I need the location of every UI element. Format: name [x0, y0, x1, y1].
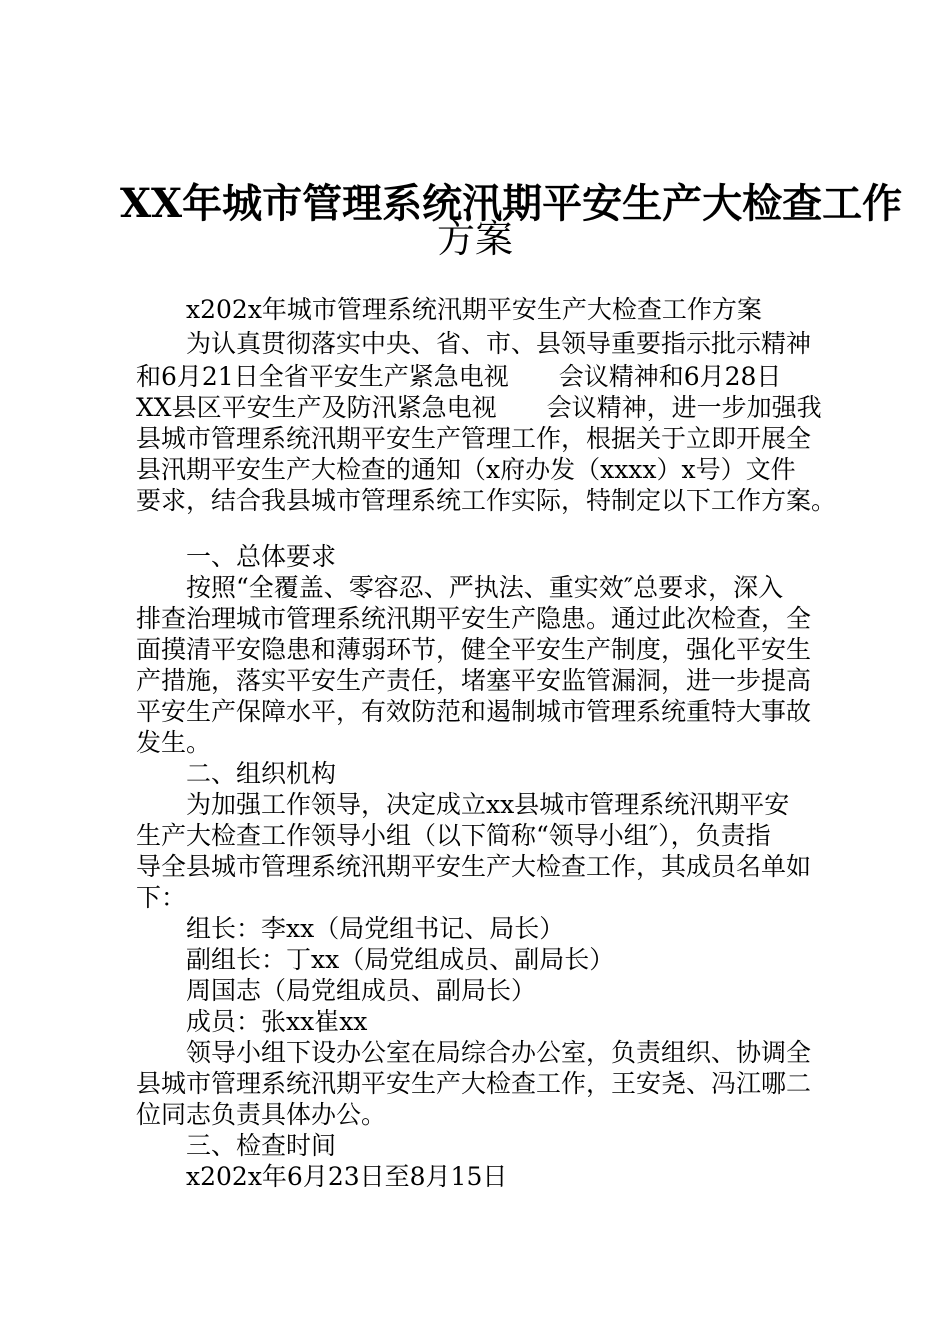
document-title-continuation: 方案: [436, 217, 513, 261]
body-line: 县城市管理系统汛期平安生产管理工作，根据关于立即开展全: [136, 424, 812, 453]
body-line: 为认真贯彻落实中央、省、市、县领导重要指示批示精神: [186, 329, 812, 358]
member-line: 成员：张xx崔xx: [186, 1007, 368, 1036]
member-line: 副组长：丁xx（局党组成员、副局长）: [186, 945, 615, 974]
body-line: 县汛期平安生产大检查的通知（x府办发（xxxx）x号）文件: [136, 455, 796, 484]
section-heading: 三、检查时间: [186, 1131, 337, 1160]
body-line: 为加强工作领导，决定成立xx县城市管理系统汛期平安: [186, 790, 790, 819]
document-title: XX年城市管理系统汛期平安生产大检查工作: [120, 180, 903, 227]
section-heading: 二、组织机构: [186, 759, 337, 788]
member-line: 组长：李xx（局党组书记、局长）: [186, 914, 565, 943]
body-line: 生产大检查工作领导小组（以下简称“领导小组″），负责指: [136, 821, 771, 850]
body-line: 位同志负责具体办公。: [136, 1100, 387, 1129]
body-line: XX县区平安生产及防汛紧急电视 会议精神，进一步加强我: [136, 393, 822, 422]
body-line: 产措施，落实平安生产责任，堵塞平安监管漏洞，进一步提高: [136, 666, 812, 695]
body-line: 和6月21日全省平安生产紧急电视 会议精神和6月28日: [136, 362, 782, 391]
body-line: 导全县城市管理系统汛期平安生产大检查工作，其成员名单如: [136, 852, 812, 881]
body-line: 下：: [136, 883, 187, 912]
subtitle-line: x202x年城市管理系统汛期平安生产大检查工作方案: [186, 295, 762, 324]
body-line: 面摸清平安隐患和薄弱环节，健全平安生产制度，强化平安生: [136, 635, 812, 664]
body-line: 平安生产保障水平，有效防范和遏制城市管理系统重特大事故: [136, 697, 812, 726]
body-line: 领导小组下设办公室在局综合办公室，负责组织、协调全: [186, 1038, 812, 1067]
body-line: 按照“全覆盖、零容忍、严执法、重实效″总要求，深入: [186, 573, 784, 602]
section-heading: 一、总体要求: [186, 542, 337, 571]
member-line: 周国志（局党组成员、副局长）: [186, 976, 537, 1005]
body-line: 要求，结合我县城市管理系统工作实际，特制定以下工作方案。: [136, 486, 837, 515]
body-line: 县城市管理系统汛期平安生产大检查工作，王安尧、冯江哪二: [136, 1069, 812, 1098]
body-line: 发生。: [136, 728, 212, 757]
body-line: 排查治理城市管理系统汛期平安生产隐患。通过此次检查，全: [136, 604, 812, 633]
body-line: x202x年6月23日至8月15日: [186, 1162, 508, 1191]
